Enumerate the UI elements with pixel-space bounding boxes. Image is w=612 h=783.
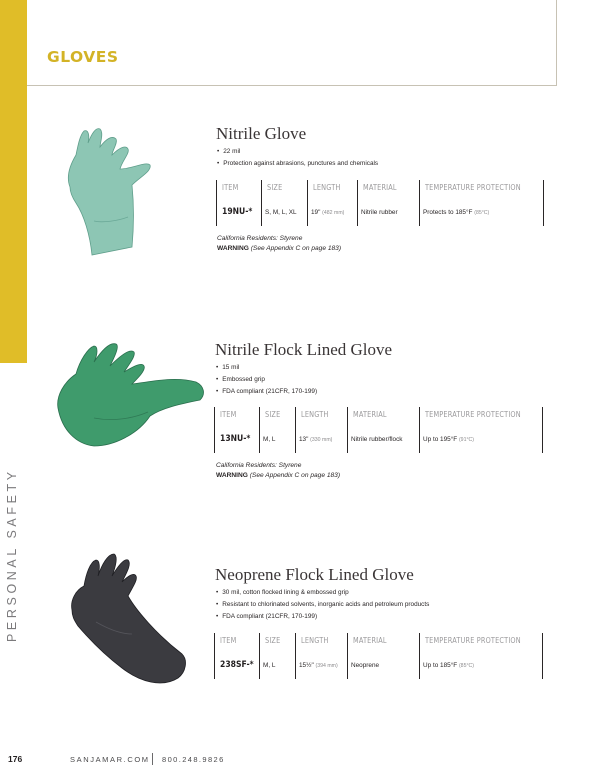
- footer-divider: [152, 753, 153, 765]
- temperature-value: [423, 662, 474, 669]
- feature-item: • 22 mil: [217, 146, 378, 158]
- product-title: Nitrile Flock Lined Glove: [215, 340, 393, 359]
- temperature-metric: (85°C): [458, 663, 474, 669]
- spec-header: ITEM: [220, 636, 237, 645]
- website-link[interactable]: SANJAMAR.COM: [70, 755, 150, 764]
- product-title: Neoprene Flock Lined Glove: [215, 565, 414, 584]
- feature-list: [216, 587, 429, 623]
- spec-header: TEMPERATURE PROTECTION: [425, 636, 521, 645]
- spec-table: [216, 180, 543, 226]
- spec-col-material: [357, 180, 420, 226]
- spec-col-size: [261, 180, 307, 226]
- page-number: 176: [8, 754, 23, 764]
- length-metric: (394 mm): [315, 663, 338, 669]
- spec-col-material: [347, 407, 420, 453]
- item-number: 13NU-*: [220, 434, 251, 444]
- spec-header: TEMPERATURE PROTECTION: [425, 410, 521, 419]
- section-title: GLOVES: [47, 48, 119, 66]
- spec-col-size: [259, 407, 296, 453]
- spec-col-length: [295, 633, 348, 679]
- page-footer: [0, 752, 612, 768]
- spec-header: MATERIAL: [353, 410, 387, 419]
- length-imperial: 15½": [299, 662, 314, 669]
- spec-col-temperature: [419, 180, 544, 226]
- length-value: [299, 436, 332, 443]
- spec-col-length: [307, 180, 358, 226]
- material-value: Nitrile rubber/flock: [351, 436, 403, 443]
- spec-col-size: [259, 633, 296, 679]
- glove-image: [54, 338, 210, 450]
- item-number: 19NU-*: [222, 207, 253, 217]
- glove-image: [66, 550, 190, 690]
- temperature-value: [423, 436, 474, 443]
- phone-number: 800.248.9826: [162, 755, 225, 764]
- spec-col-temperature: [419, 407, 543, 453]
- spec-header: LENGTH: [301, 636, 329, 645]
- item-number: 238SF-*: [220, 660, 254, 670]
- feature-list: [216, 362, 317, 398]
- size-value: M, L: [263, 662, 276, 669]
- spec-col-item: [214, 633, 260, 679]
- spec-header: SIZE: [265, 410, 281, 419]
- spec-col-material: [347, 633, 420, 679]
- warning-note: [217, 234, 341, 254]
- warning-text: (See Appendix C on page 183): [249, 472, 341, 479]
- warning-label: WARNING: [216, 472, 248, 479]
- length-imperial: 19": [311, 209, 321, 216]
- spec-col-length: [295, 407, 348, 453]
- feature-item: • 30 mil, cotton flocked lining & embossed grip: [216, 587, 429, 599]
- spec-col-item: [216, 180, 262, 226]
- temperature-metric: (85°C): [474, 210, 490, 216]
- spec-header: SIZE: [267, 183, 283, 192]
- temperature-imperial: Protects to 185°F: [423, 209, 473, 216]
- feature-item: • Resistant to chlorinated solvents, inorganic acids and petroleum products: [216, 599, 429, 611]
- side-accent-bar: [0, 0, 27, 363]
- material-value: Neoprene: [351, 662, 380, 669]
- spec-header: LENGTH: [313, 183, 341, 192]
- feature-item: • FDA compliant (21CFR, 170-199): [216, 386, 317, 398]
- feature-item: • 15 mil: [216, 362, 317, 374]
- spec-header: TEMPERATURE PROTECTION: [425, 183, 521, 192]
- length-imperial: 13": [299, 436, 309, 443]
- spec-table: [214, 633, 542, 679]
- spec-table: [214, 407, 542, 453]
- spec-header: ITEM: [220, 410, 237, 419]
- length-value: [299, 662, 338, 669]
- spec-header: MATERIAL: [363, 183, 397, 192]
- spec-header: MATERIAL: [353, 636, 387, 645]
- warning-label: WARNING: [217, 245, 249, 252]
- spec-col-item: [214, 407, 260, 453]
- spec-col-temperature: [419, 633, 543, 679]
- spec-header: SIZE: [265, 636, 281, 645]
- length-metric: (482 mm): [322, 210, 345, 216]
- warning-note: [216, 461, 340, 481]
- header-box: [0, 0, 557, 86]
- feature-item: • Embossed grip: [216, 374, 317, 386]
- spec-header: ITEM: [222, 183, 239, 192]
- feature-list: [217, 146, 378, 170]
- temperature-value: [423, 209, 489, 216]
- size-value: M, L: [263, 436, 276, 443]
- temperature-imperial: Up to 185°F: [423, 662, 458, 669]
- feature-item: • FDA compliant (21CFR, 170-199): [216, 611, 429, 623]
- length-value: [311, 209, 344, 216]
- temperature-metric: (91°C): [458, 437, 474, 443]
- glove-shape: [58, 344, 204, 446]
- feature-item: • Protection against abrasions, punctures and chemicals: [217, 158, 378, 170]
- note-line: California Residents: Styrene: [216, 462, 302, 469]
- temperature-imperial: Up to 195°F: [423, 436, 458, 443]
- product-title: Nitrile Glove: [216, 124, 307, 143]
- spec-header: LENGTH: [301, 410, 329, 419]
- glove-shape: [72, 554, 186, 683]
- material-value: Nitrile rubber: [361, 209, 398, 216]
- size-value: S, M, L, XL: [265, 209, 297, 216]
- note-line: California Residents: Styrene: [217, 235, 303, 242]
- length-metric: (330 mm): [310, 437, 333, 443]
- warning-text: (See Appendix C on page 183): [250, 245, 342, 252]
- glove-shape: [68, 129, 150, 255]
- side-category-label: PERSONAL SAFETY: [5, 468, 19, 642]
- glove-image: [62, 125, 157, 260]
